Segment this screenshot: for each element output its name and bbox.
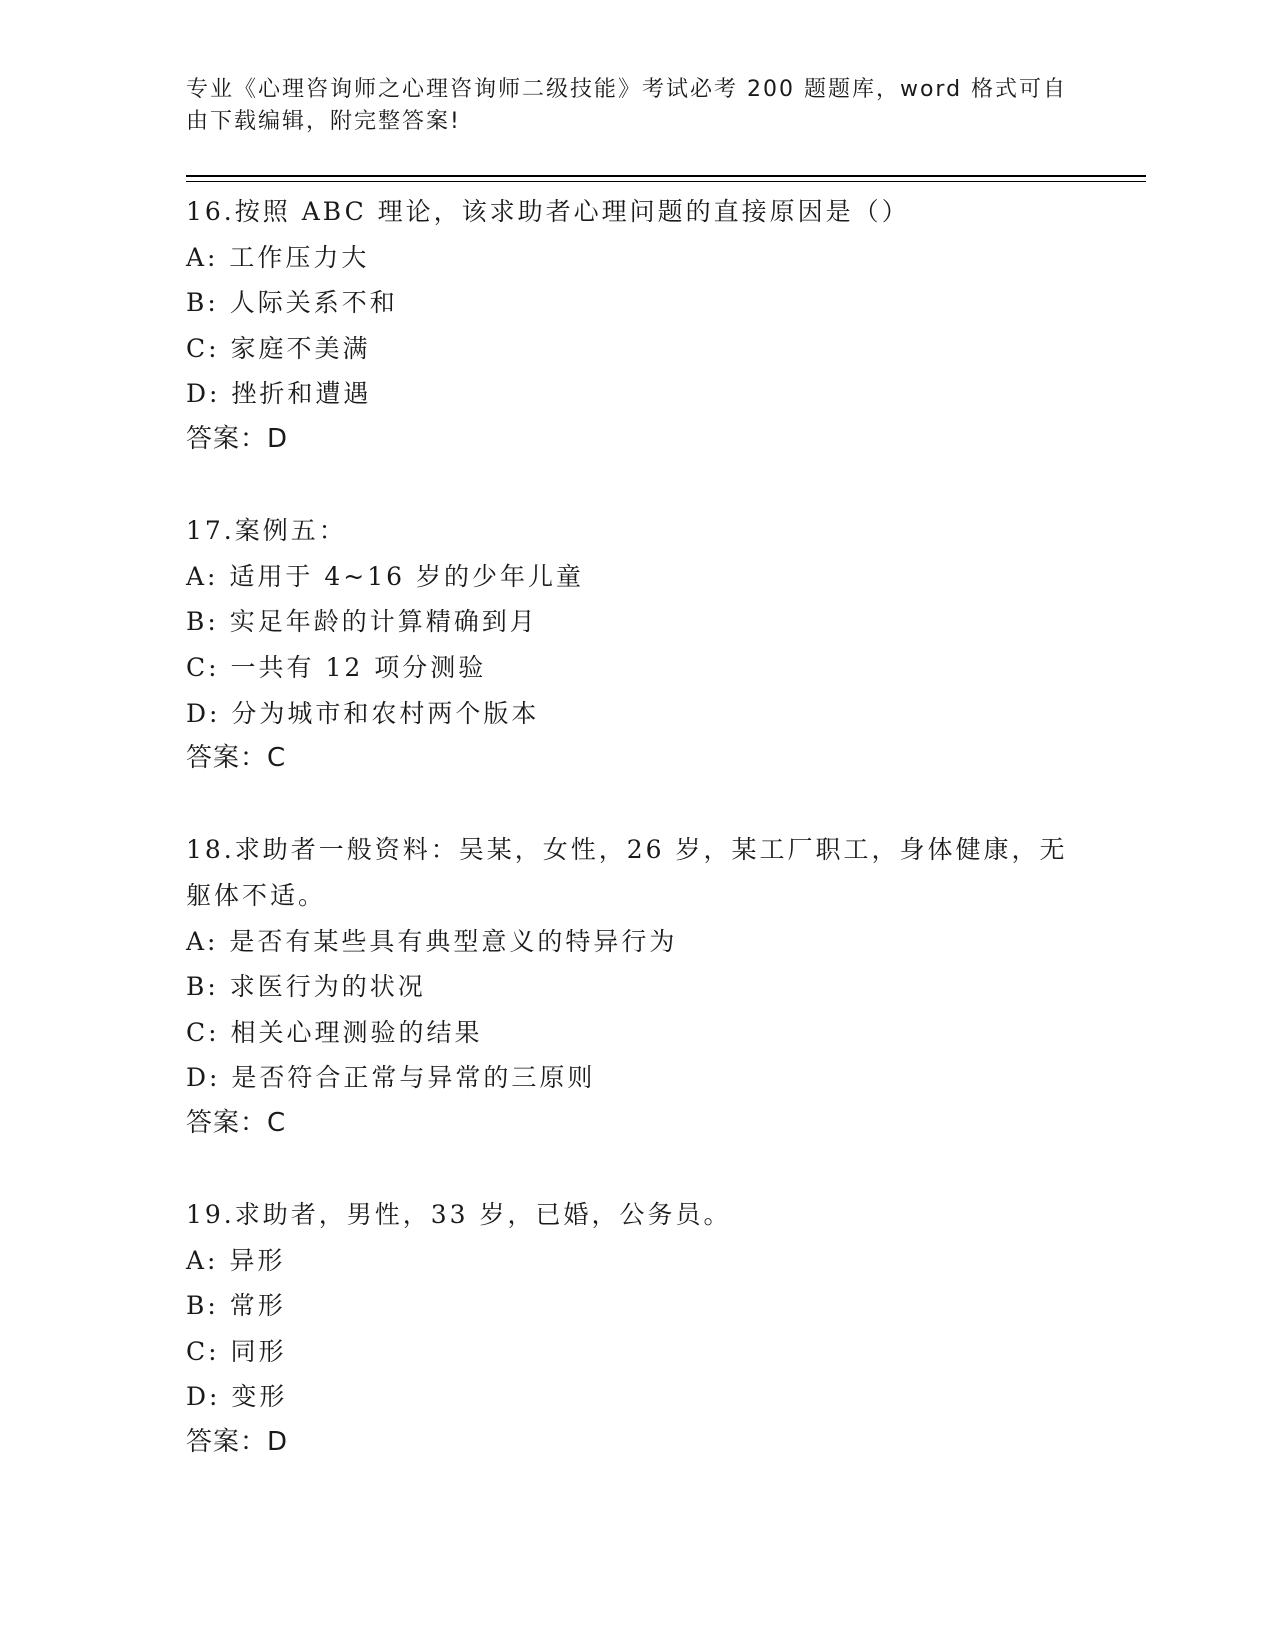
question-block — [186, 827, 1146, 1146]
option-b: B: 实足年龄的计算精确到月 — [186, 607, 538, 637]
option-a: A: 适用于 4~16 岁的少年儿童 — [186, 561, 584, 591]
header-divider-thin — [186, 181, 1146, 182]
question-stem-continued: 躯体不适。 — [186, 880, 327, 910]
answer: 答案：D — [186, 1427, 289, 1458]
question-list — [186, 189, 1146, 1466]
document-header — [186, 74, 1086, 138]
question-stem: 16.按照 ABC 理论，该求助者心理问题的直接原因是（） — [186, 197, 910, 226]
option-d: D: 分为城市和农村两个版本 — [186, 698, 540, 728]
question-stem: 19.求助者，男性，33 岁，已婚，公务员。 — [186, 1200, 732, 1230]
option-a: A: 工作压力大 — [186, 242, 370, 272]
answer: 答案：C — [186, 743, 287, 774]
header-divider-thick — [186, 175, 1146, 177]
question-stem: 18.求助者一般资料：吴某，女性，26 岁，某工厂职工，身体健康，无 — [186, 835, 1068, 865]
spacer — [186, 463, 1146, 509]
option-a: A: 异形 — [186, 1245, 286, 1275]
option-c: C: 相关心理测验的结果 — [186, 1017, 483, 1047]
question-block — [186, 508, 1146, 782]
option-b: B: 求医行为的状况 — [186, 972, 426, 1002]
question-block — [186, 189, 1146, 463]
option-c: C: 一共有 12 项分测验 — [186, 652, 487, 682]
option-b: B: 人际关系不和 — [186, 288, 398, 318]
header-line-1: 专业《心理咨询师之心理咨询师二级技能》考试必考 200 题题库，word 格式可自 — [186, 77, 1068, 102]
option-c: C: 家庭不美满 — [186, 333, 371, 363]
option-c: C: 同形 — [186, 1336, 287, 1366]
option-d: D: 挫折和遭遇 — [186, 379, 372, 409]
option-d: D: 变形 — [186, 1382, 288, 1412]
option-a: A: 是否有某些具有典型意义的特异行为 — [186, 926, 678, 956]
question-stem: 17.案例五： — [186, 516, 347, 546]
spacer — [186, 1146, 1146, 1192]
answer: 答案：C — [186, 1107, 287, 1138]
answer: 答案：D — [186, 423, 289, 454]
option-b: B: 常形 — [186, 1291, 286, 1321]
spacer — [186, 782, 1146, 828]
question-block — [186, 1192, 1146, 1466]
header-line-2: 由下载编辑，附完整答案! — [186, 109, 461, 134]
option-d: D: 是否符合正常与异常的三原则 — [186, 1063, 596, 1093]
